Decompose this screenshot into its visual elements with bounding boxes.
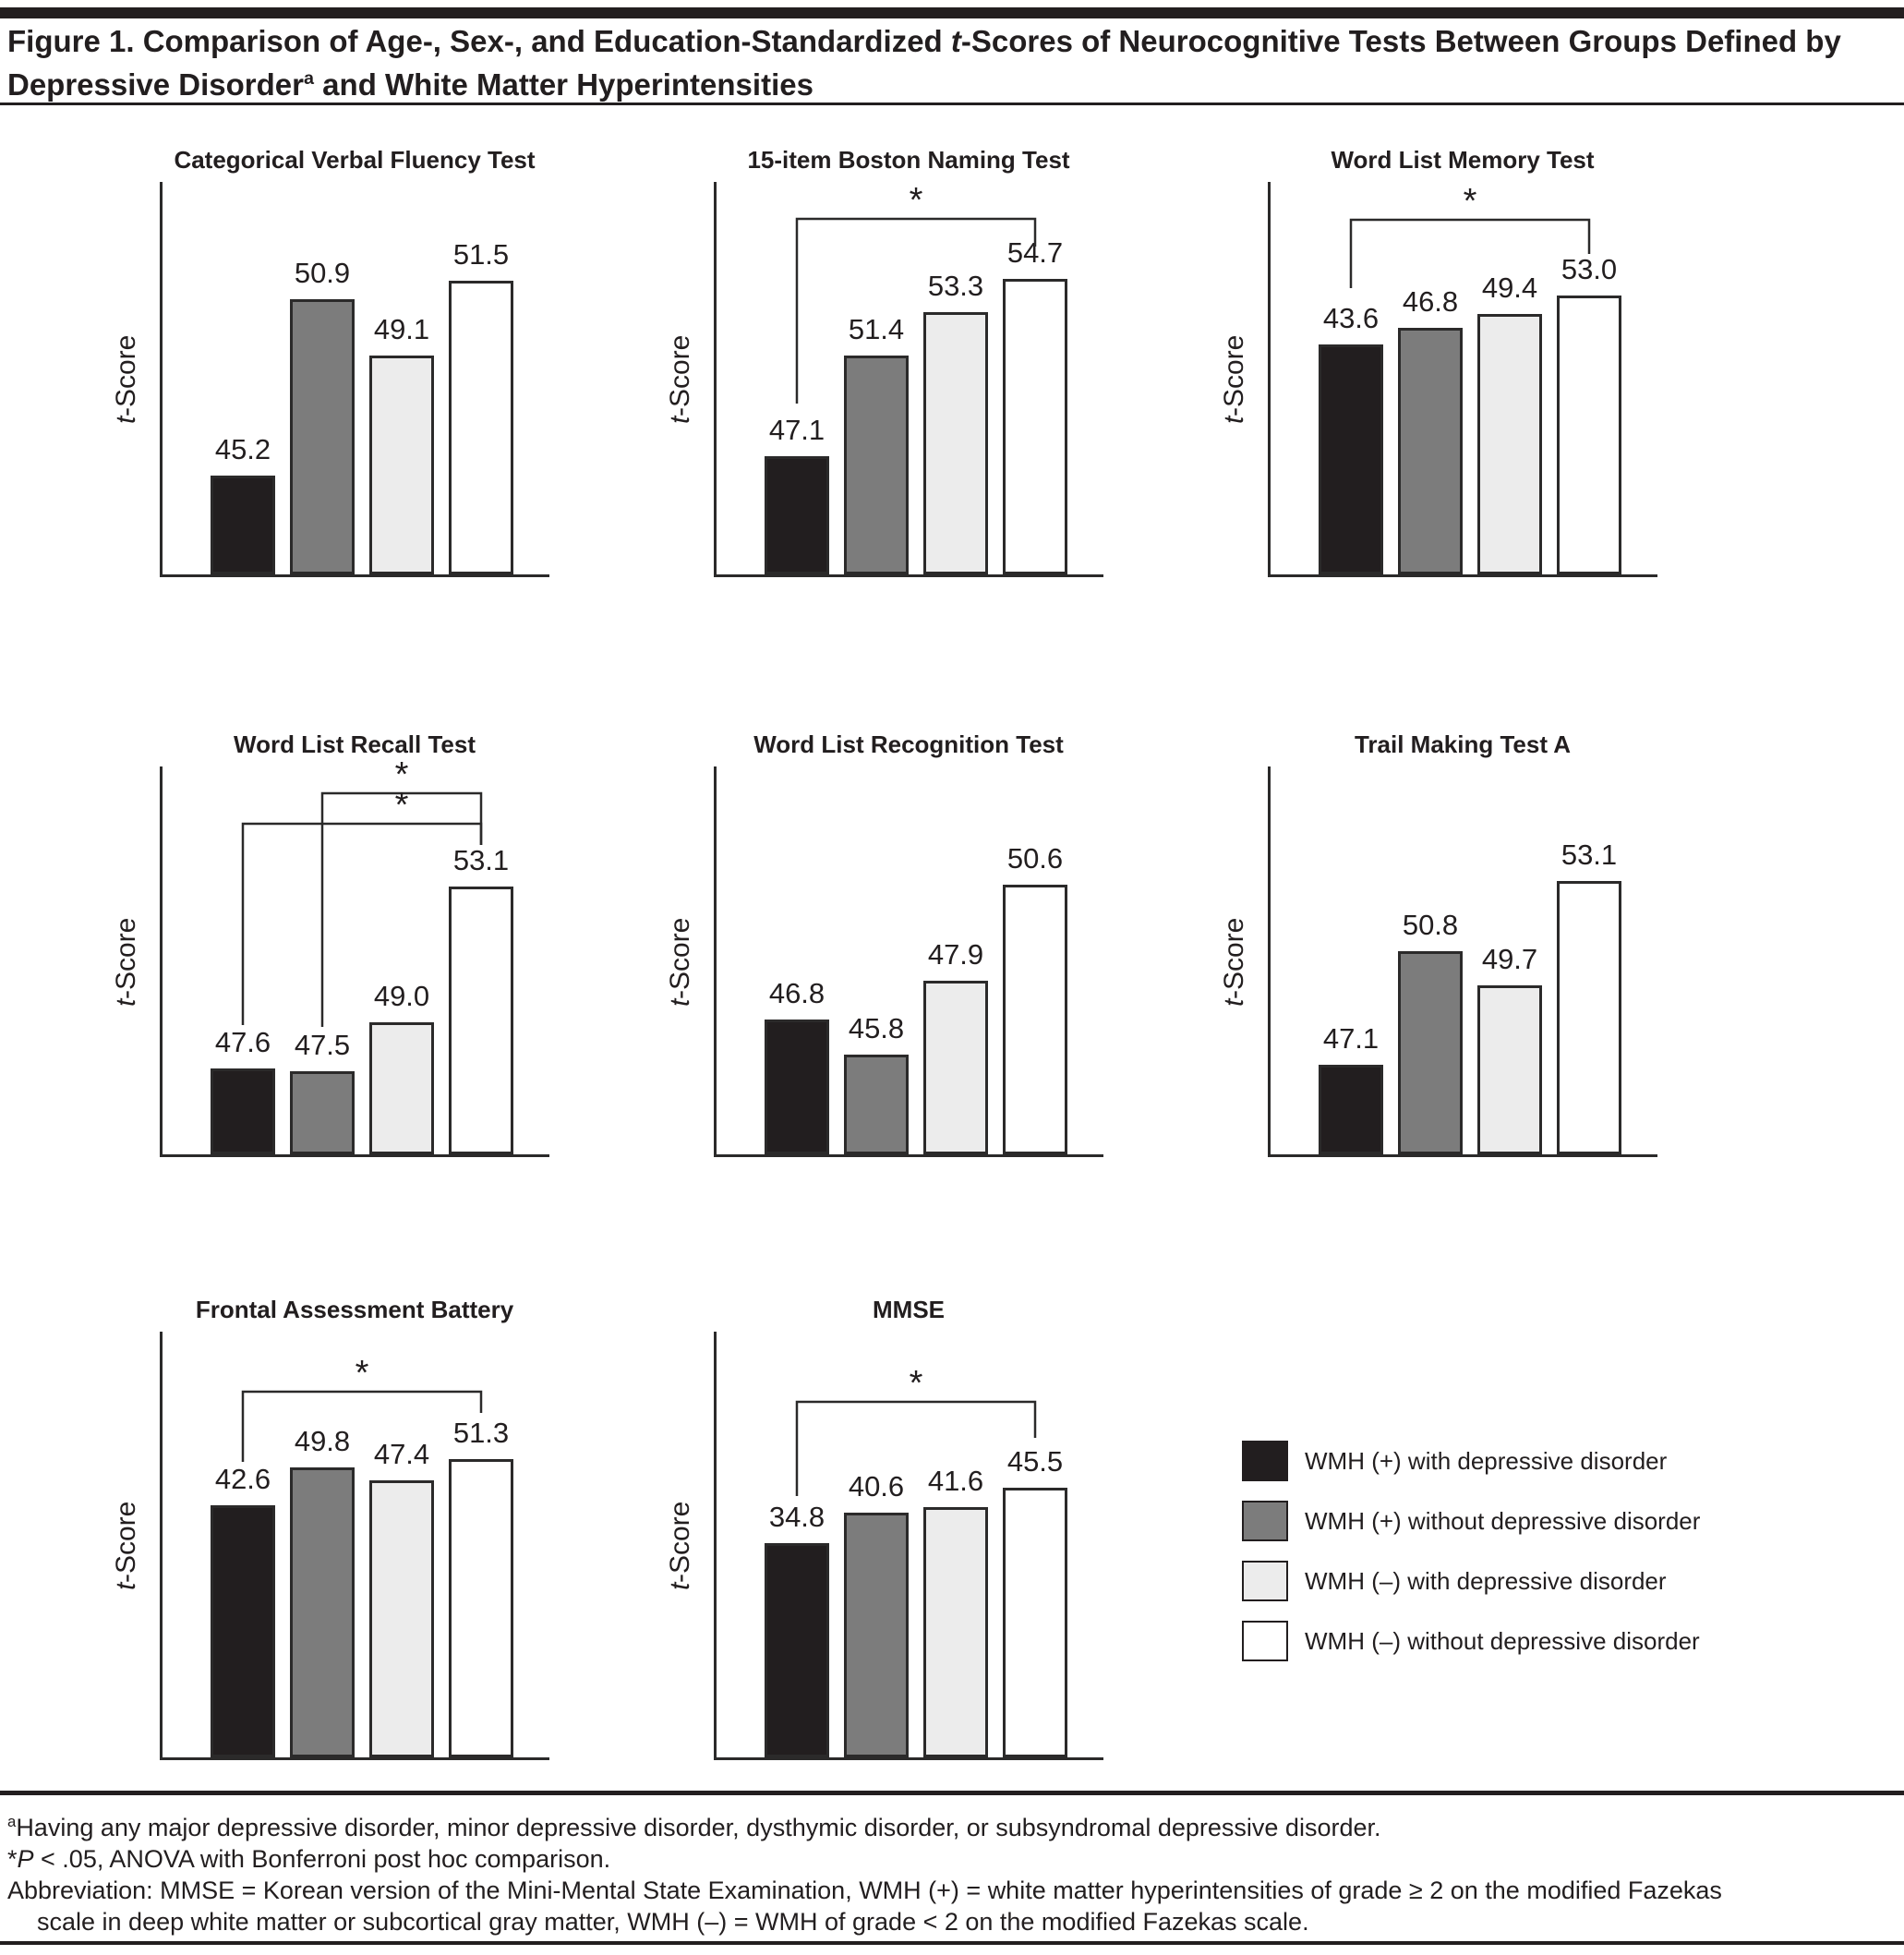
significance-layer	[1271, 182, 1660, 577]
plot-area	[714, 1332, 1103, 1760]
chart-15-item-boston-naming-test	[646, 129, 1200, 577]
bar-wmh-+-without-depressive-disorder	[1398, 951, 1463, 1154]
plot-area	[714, 766, 1103, 1157]
title-rule	[0, 103, 1904, 105]
figure-title-text: and White Matter Hyperintensities	[314, 67, 813, 102]
bar-wmh-without-depressive-disorder	[1557, 881, 1621, 1154]
y-axis-label-rest: -Score	[665, 917, 695, 999]
y-axis-label-rest: -Score	[111, 917, 141, 999]
significance-layer	[163, 1332, 552, 1760]
bar-value-label: 50.6	[1006, 842, 1064, 875]
legend	[1242, 1441, 1814, 1681]
bar-value-label: 46.8	[768, 977, 825, 1009]
bar-value-label: 45.2	[214, 433, 271, 465]
plot-area	[160, 755, 549, 1157]
y-axis-label-italic-t: t	[665, 998, 695, 1007]
legend-swatch	[1242, 1621, 1288, 1661]
chart-title: MMSE	[873, 1296, 945, 1323]
bar-value-label: 45.8	[848, 1012, 905, 1044]
footnote-abbreviation-line2: scale in deep white matter or subcortical gray matter, WMH (–) = WMH of grade < 2 on the modified Fazekas scale.	[37, 1908, 1309, 1936]
significance-bracket	[1351, 220, 1589, 288]
bar-value-label: 47.9	[927, 938, 984, 971]
y-axis-label-italic-t: t	[1219, 998, 1249, 1007]
bar-value-label: 53.1	[1561, 839, 1618, 871]
significance-layer	[717, 182, 1106, 577]
bar-value-label: 42.6	[214, 1463, 271, 1495]
significance-bracket	[243, 1392, 481, 1462]
significance-asterisk: *	[909, 1364, 923, 1403]
y-axis-label	[105, 182, 148, 577]
y-axis-label-italic-t: t	[665, 416, 695, 425]
bar-value-label: 47.1	[1322, 1022, 1380, 1055]
bar-value-label: 49.8	[294, 1425, 351, 1457]
figure-title-text: Figure 1. Comparison of Age-, Sex-, and Education-Standardized	[7, 24, 951, 58]
significance-asterisk: *	[394, 786, 409, 825]
chart-title: Word List Recognition Test	[753, 730, 1064, 758]
figure-title-text: Depressive Disorder	[7, 67, 304, 102]
y-axis-label-rest: -Score	[111, 1501, 141, 1584]
y-axis-label-rest: -Score	[111, 334, 141, 417]
bar-value-label: 53.1	[452, 844, 510, 876]
y-axis-label-rest: -Score	[665, 334, 695, 417]
significance-asterisk: *	[909, 181, 923, 220]
bar-value-label: 51.4	[848, 313, 905, 345]
chart-word-list-recall-test	[92, 711, 646, 1157]
bar-value-label: 46.8	[1402, 285, 1459, 318]
significance-layer	[163, 755, 552, 1157]
bar-wmh-+-without-depressive-disorder	[844, 1055, 909, 1154]
significance-layer	[717, 1332, 1106, 1760]
y-axis-label-rest: -Score	[1219, 917, 1249, 999]
chart-word-list-memory-test	[1200, 129, 1754, 577]
footnote-separator-rule	[0, 1791, 1904, 1795]
bar-value-label: 34.8	[768, 1501, 825, 1533]
y-axis-label	[1213, 182, 1256, 577]
bottom-rule	[0, 1941, 1904, 1945]
chart-trail-making-test-a	[1200, 711, 1754, 1157]
bar-value-label: 47.5	[294, 1029, 351, 1061]
chart-title: Frontal Assessment Battery	[195, 1296, 514, 1323]
y-axis-label	[105, 766, 148, 1157]
significance-asterisk: *	[394, 755, 409, 794]
bar-value-label: 49.4	[1481, 272, 1538, 304]
legend-label: WMH (+) with depressive disorder	[1305, 1447, 1668, 1475]
legend-label: WMH (+) without depressive disorder	[1305, 1507, 1701, 1535]
y-axis-label-italic-t: t	[111, 416, 141, 425]
chart-title: Categorical Verbal Fluency Test	[174, 146, 536, 174]
y-axis-label	[659, 766, 702, 1157]
chart-categorical-verbal-fluency-test	[92, 129, 646, 577]
significance-asterisk: *	[355, 1354, 369, 1393]
bar-value-label: 47.4	[373, 1438, 430, 1470]
y-axis-label	[105, 1332, 148, 1760]
y-axis-label-italic-t: t	[665, 1583, 695, 1591]
legend-item-wmh-+-with-depressive-disorder	[1242, 1441, 1814, 1481]
plot-area	[160, 182, 549, 577]
bar-wmh-+-with-depressive-disorder	[1319, 1065, 1383, 1154]
plot-area	[1268, 766, 1657, 1157]
y-axis-label-rest: -Score	[1219, 334, 1249, 417]
legend-swatch	[1242, 1561, 1288, 1601]
chart-frontal-assessment-battery	[92, 1279, 646, 1760]
bar-value-label: 40.6	[848, 1470, 905, 1502]
legend-label: WMH (–) with depressive disorder	[1305, 1567, 1667, 1595]
legend-swatch	[1242, 1441, 1288, 1481]
bar-value-label: 50.8	[1402, 909, 1459, 941]
bar-wmh-without-depressive-disorder	[1003, 885, 1067, 1154]
bar-value-label: 50.9	[294, 257, 351, 289]
figure-title	[7, 22, 1898, 103]
legend-item-wmh-without-depressive-disorder	[1242, 1621, 1814, 1661]
footnote-text: < .05, ANOVA with Bonferroni post hoc comparison.	[33, 1845, 611, 1873]
footnote-superscript-a: a	[7, 1813, 17, 1830]
y-axis-label-italic-t: t	[111, 1583, 141, 1591]
legend-label: WMH (–) without depressive disorder	[1305, 1627, 1700, 1655]
chart-title: Word List Memory Test	[1331, 146, 1595, 174]
bar-value-label: 45.5	[1006, 1445, 1064, 1478]
bar-wmh-with-depressive-disorder	[369, 356, 434, 574]
y-axis-label	[659, 1332, 702, 1760]
significance-bracket	[797, 219, 1035, 404]
legend-swatch	[1242, 1501, 1288, 1541]
y-axis-label-italic-t: t	[1219, 416, 1249, 425]
bar-value-label: 53.0	[1561, 253, 1618, 285]
bar-value-label: 49.0	[373, 980, 430, 1012]
footnotes	[7, 1806, 1898, 1937]
significance-asterisk: *	[1463, 182, 1477, 221]
bar-wmh-+-with-depressive-disorder	[211, 476, 275, 574]
significance-bracket	[797, 1402, 1035, 1496]
bar-value-label: 47.1	[768, 414, 825, 446]
bar-value-label: 54.7	[1006, 236, 1064, 269]
bar-value-label: 47.6	[214, 1026, 271, 1058]
y-axis-label-italic-t: t	[111, 998, 141, 1007]
bar-value-label: 43.6	[1322, 302, 1380, 334]
figure-title-superscript-a: a	[304, 68, 315, 89]
footnote-text: Having any major depressive disorder, minor depressive disorder, dysthymic disorder, or subsyndromal depressive disorder.	[16, 1814, 1381, 1841]
plot-area	[714, 182, 1103, 577]
significance-bracket	[243, 824, 481, 1025]
footnote-italic-p: P	[17, 1845, 34, 1873]
legend-item-wmh-with-depressive-disorder	[1242, 1561, 1814, 1601]
y-axis-label-rest: -Score	[665, 1501, 695, 1584]
footnote-abbreviation-line1: Abbreviation: MMSE = Korean version of the Mini-Mental State Examination, WMH (+) = white matter hyperintensities of grade ≥ 2 on the modified Fazekas	[7, 1877, 1722, 1904]
figure-title-italic-t: t	[950, 24, 961, 58]
y-axis-label	[1213, 766, 1256, 1157]
plot-area	[1268, 182, 1657, 577]
bar-wmh-without-depressive-disorder	[449, 281, 513, 574]
chart-title: Word List Recall Test	[234, 730, 476, 758]
chart-title: 15-item Boston Naming Test	[747, 146, 1070, 174]
chart-mmse	[646, 1279, 1200, 1760]
plot-area	[160, 1332, 549, 1760]
chart-word-list-recognition-test	[646, 711, 1200, 1157]
bar-value-label: 51.5	[452, 238, 510, 271]
footnote-depressive-disorder	[7, 1806, 1898, 1843]
footnote-significance	[7, 1843, 1898, 1875]
footnote-asterisk: *	[7, 1845, 18, 1873]
significance-bracket	[322, 793, 481, 1027]
bar-value-label: 49.7	[1481, 943, 1538, 975]
chart-title: Trail Making Test A	[1354, 730, 1572, 758]
top-rule	[0, 7, 1904, 18]
legend-item-wmh-+-without-depressive-disorder	[1242, 1501, 1814, 1541]
bar-wmh-with-depressive-disorder	[1477, 985, 1542, 1154]
bar-wmh-with-depressive-disorder	[923, 981, 988, 1154]
bar-value-label: 41.6	[927, 1465, 984, 1497]
y-axis-label	[659, 182, 702, 577]
figure-title-text: -Scores of Neurocognitive Tests Between Groups Defined by	[960, 24, 1841, 58]
bar-value-label: 53.3	[927, 270, 984, 302]
bar-value-label: 49.1	[373, 313, 430, 345]
bar-value-label: 51.3	[452, 1417, 510, 1449]
